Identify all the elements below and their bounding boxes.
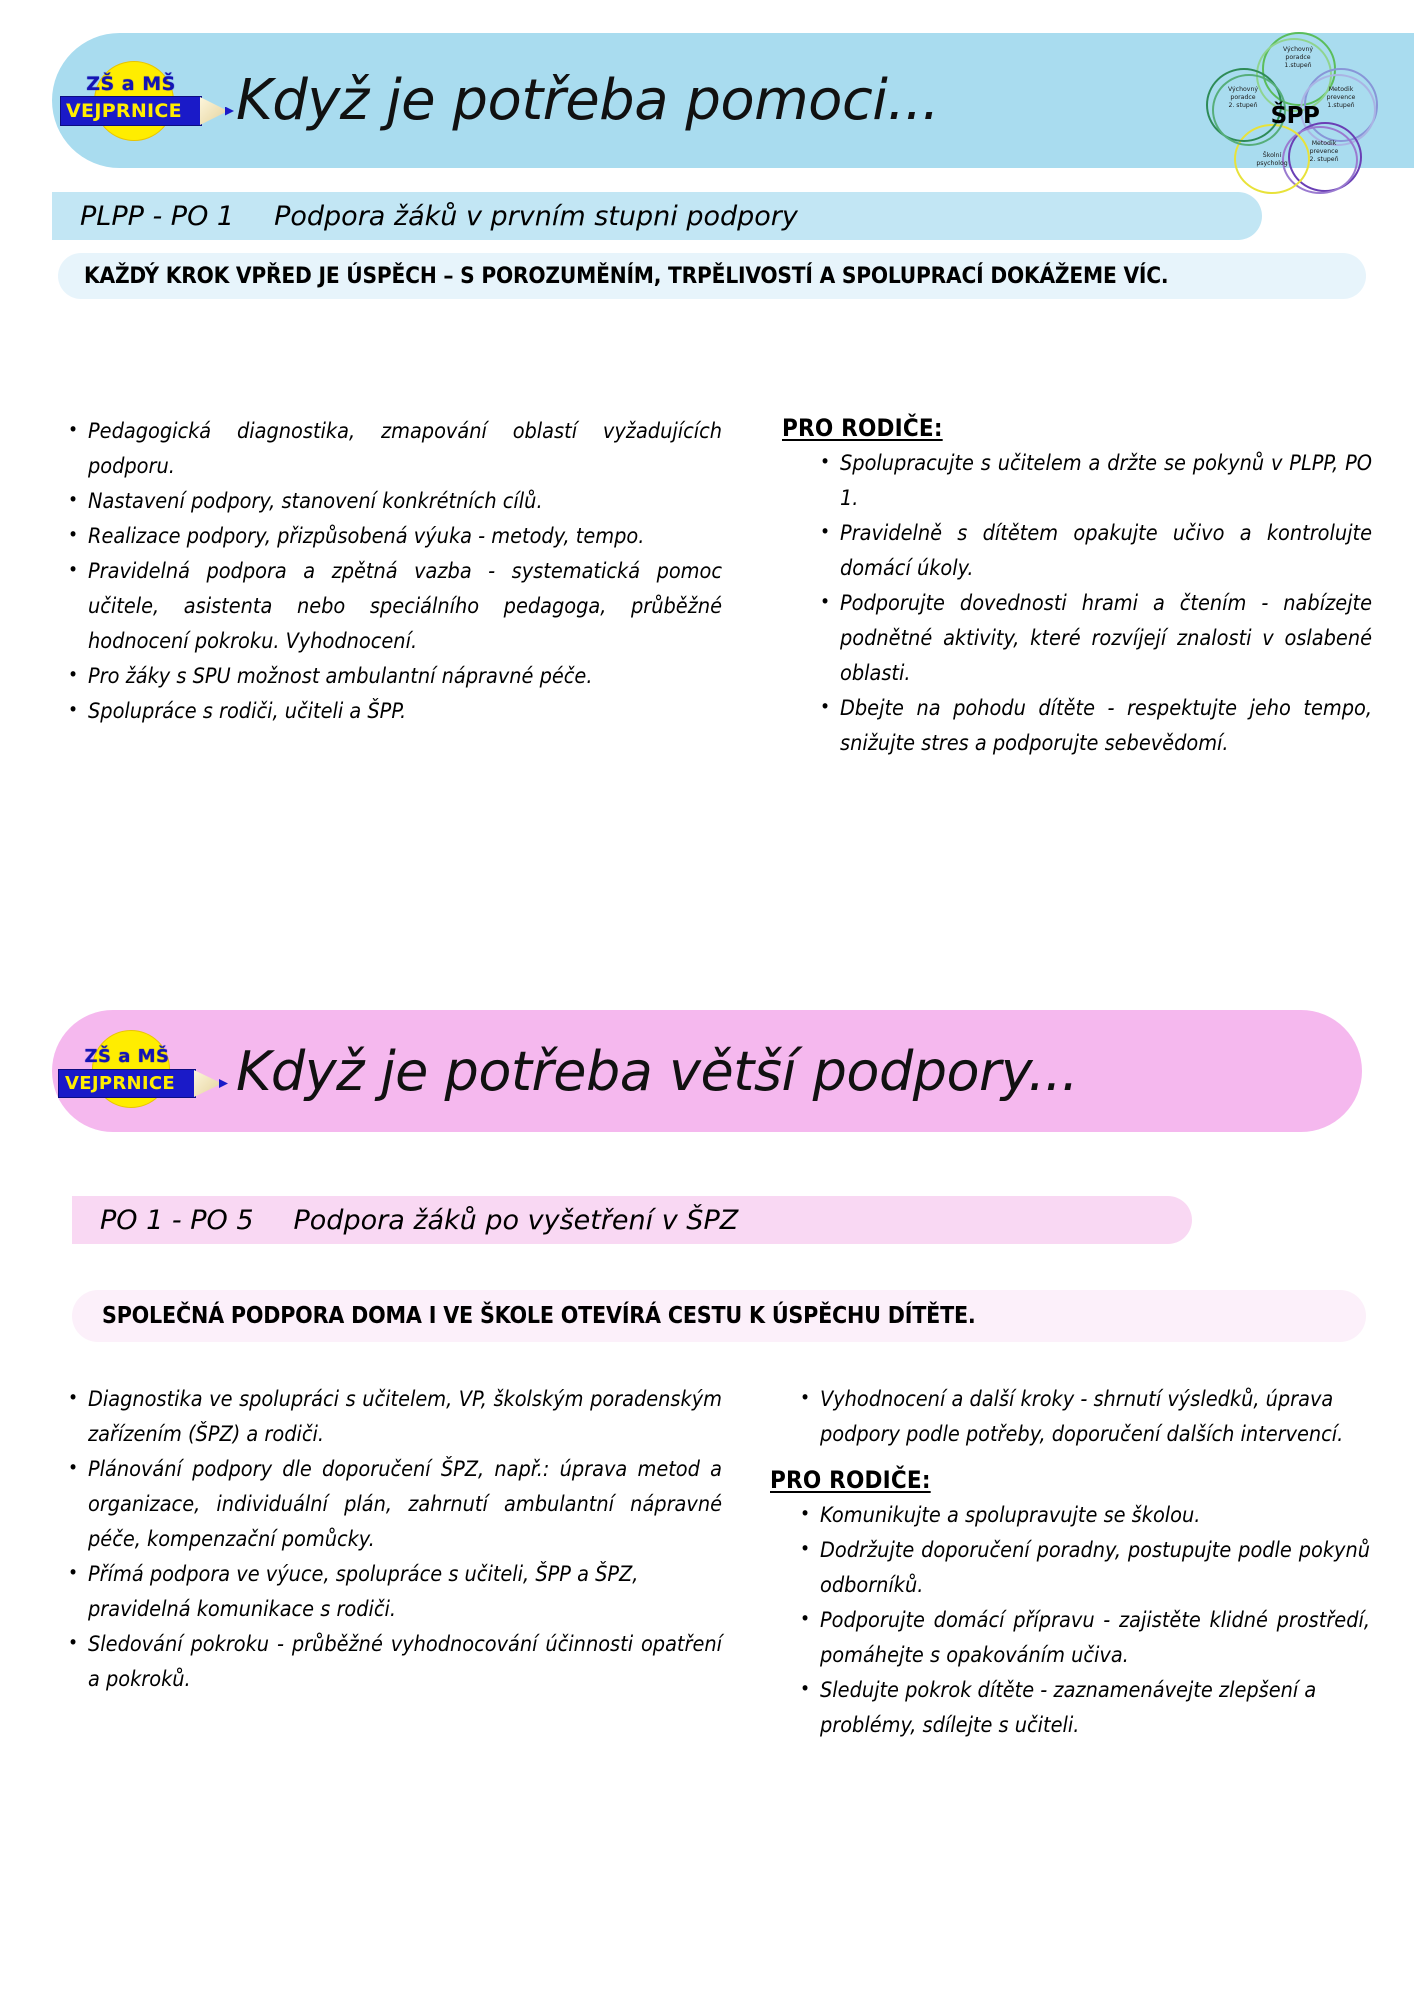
list-item: • Pravidelná podpora a zpětná vazba - systematická pomoc učitele, asistenta nebo speciálního pedagoga, průběžné hodnocení pokroku. Vyhodnocení. (62, 554, 722, 659)
section2-right-column (770, 1382, 1370, 1743)
pencil-lead-icon (219, 1079, 228, 1088)
section2-title-banner (52, 1010, 1362, 1132)
section2-right-list (794, 1498, 1370, 1743)
section2-subheader (72, 1196, 1192, 1244)
section1-subhead-desc: Podpora žáků v prvním stupni podpory (274, 200, 798, 232)
spp-label-psych: Školní psycholog (1256, 152, 1288, 167)
list-item: • Podporujte domácí přípravu - zajistěte klidné prostředí, pomáhejte s opakováním učiva. (794, 1603, 1370, 1673)
list-item: • Dodržujte doporučení poradny, postupujte podle pokynů odborníků. (794, 1533, 1370, 1603)
list-item: • Pravidelně s dítětem opakujte učivo a kontrolujte domácí úkoly. (814, 516, 1372, 586)
list-item: • Diagnostika ve spolupráci s učitelem, VP, školským poradenským zařízením (ŠPZ) a rodiči. (62, 1382, 722, 1452)
logo-line2: VEJPRNICE (65, 1073, 175, 1094)
logo-line2-bar (58, 1069, 196, 1098)
section2-left-list (62, 1382, 722, 1697)
list-item: • Pro žáky s SPU možnost ambulantní nápravné péče. (62, 659, 722, 694)
list-item: • Sledování pokroku - průběžné vyhodnocování účinnosti opatření a pokroků. (62, 1627, 722, 1697)
section1-subhead-code: PLPP - PO 1 (80, 200, 235, 232)
pencil-icon (194, 1070, 222, 1097)
list-item: • Nastavení podpory, stanovení konkrétních cílů. (62, 484, 722, 519)
section1-subheader (52, 192, 1262, 240)
list-item: • Komunikujte a spolupravujte se školou. (794, 1498, 1370, 1533)
list-item: • Podporujte dovednosti hrami a čtením - nabízejte podnětné aktivity, které rozvíjejí znalosti v oslabené oblasti. (814, 586, 1372, 691)
section2-left-column (62, 1382, 722, 1697)
section1-motto: KAŽDÝ KROK VPŘED JE ÚSPĚCH – S POROZUMĚNÍM, TRPĚLIVOSTÍ A SPOLUPRACÍ DOKÁŽEME VÍC. (84, 263, 1169, 289)
section1-right-list (814, 446, 1372, 761)
list-item: • Přímá podpora ve výuce, spolupráce s učiteli, ŠPP a ŠPZ, pravidelná komunikace s rodiči. (62, 1557, 722, 1627)
section1-left-list (62, 414, 722, 729)
spp-center-label: ŠPP (1270, 103, 1320, 130)
section1-motto-banner (58, 253, 1366, 299)
list-item: • Spolupráce s rodiči, učiteli a ŠPP. (62, 694, 722, 729)
list-item: • Realizace podpory, přizpůsobená výuka - metody, tempo. (62, 519, 722, 554)
pencil-icon (200, 97, 228, 125)
list-item: • Dbejte na pohodu dítěte - respektujte jeho tempo, snižujte stres a podporujte sebevědomí. (814, 691, 1372, 761)
list-item: • Plánování podpory dle doporučení ŠPZ, např.: úprava metod a organizace, individuální plán, zahrnutí ambulantní nápravné péče, kompenzační pomůcky. (62, 1452, 722, 1557)
logo-line1: ZŠ a MŠ (84, 1046, 170, 1067)
section2-motto-banner (72, 1290, 1366, 1342)
spp-label-mp2: Metodik prevence 2. stupeň (1309, 140, 1339, 163)
pencil-lead-icon (225, 107, 234, 116)
logo-line2: VEJPRNICE (66, 100, 182, 122)
section1-title: Když je potřeba pomoci... (236, 68, 940, 133)
list-item: • Pedagogická diagnostika, zmapování oblastí vyžadujících podporu. (62, 414, 722, 484)
spp-diagram (1200, 28, 1390, 198)
logo-line1: ZŠ a MŠ (86, 73, 176, 95)
list-item: • Vyhodnocení a další kroky - shrnutí výsledků, úprava podpory podle potřeby, doporučení dalších intervencí. (794, 1382, 1370, 1452)
section2-right-top-list (794, 1382, 1370, 1452)
section2-subhead-desc: Podpora žáků po vyšetření v ŠPZ (293, 1204, 739, 1236)
section2-motto: SPOLEČNÁ PODPORA DOMA I VE ŠKOLE OTEVÍRÁ CESTU K ÚSPĚCHU DÍTĚTE. (102, 1303, 976, 1329)
list-item: • Sledujte pokrok dítěte - zaznamenávejte zlepšení a problémy, sdílejte s učiteli. (794, 1673, 1370, 1743)
list-item: • Spolupracujte s učitelem a držte se pokynů v PLPP, PO 1. (814, 446, 1372, 516)
section1-left-column (62, 414, 722, 729)
spp-label-mp1: Metodik prevence 1.stupeň (1326, 86, 1356, 109)
spp-label-vp2: Výchovný poradce 2. stupeň (1227, 86, 1259, 109)
section1-right-column (782, 414, 1372, 761)
section1-parents-heading: PRO RODIČE: (782, 414, 943, 442)
section2-subhead-code: PO 1 - PO 5 (100, 1204, 254, 1236)
section2-parents-heading: PRO RODIČE: (770, 1466, 931, 1494)
school-logo-2 (52, 1010, 222, 1132)
logo-line2-bar (60, 96, 202, 126)
school-logo (52, 33, 222, 168)
section2-title: Když je potřeba větší podpory... (236, 1039, 1079, 1103)
spp-label-vp1: Výchovný poradce 1.stupeň (1282, 46, 1314, 69)
